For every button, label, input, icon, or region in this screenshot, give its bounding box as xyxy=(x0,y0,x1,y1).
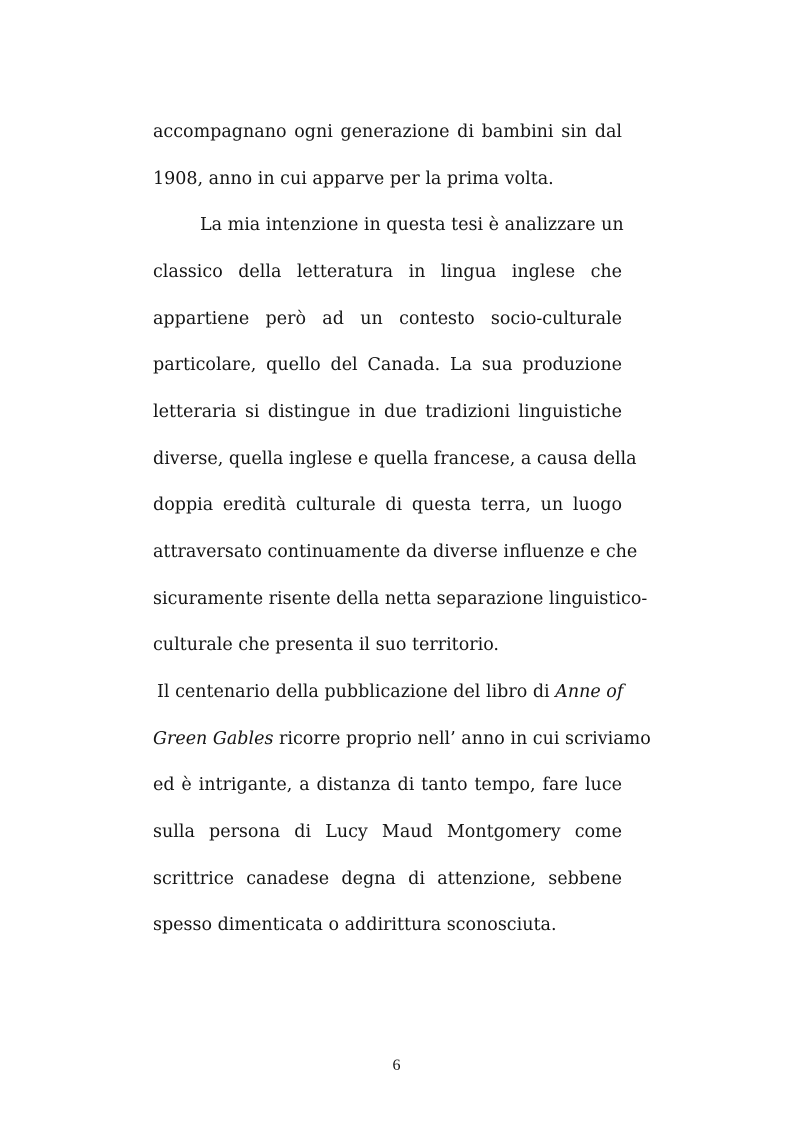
paragraph-first-line: La mia intenzione in questa tesi è analizzare un xyxy=(200,215,624,235)
body-text-line: culturale che presenta il suo territorio. xyxy=(153,635,499,655)
book-title-italic: Green Gables xyxy=(153,729,274,749)
page-number: 6 xyxy=(392,1057,401,1074)
body-text-line: 1908, anno in cui apparve per la prima volta. xyxy=(153,169,554,189)
body-text-line: appartiene però ad un contesto socio-culturale xyxy=(153,309,622,329)
paragraph-first-line xyxy=(157,681,622,703)
body-text-line: ed è intrigante, a distanza di tanto tempo, fare luce xyxy=(153,775,622,795)
body-text-line: particolare, quello del Canada. La sua produzione xyxy=(153,355,622,375)
body-text-line: spesso dimenticata o addirittura sconosciuta. xyxy=(153,915,557,935)
body-text-line: scrittrice canadese degna di attenzione, sebbene xyxy=(153,869,622,889)
body-text-line: attraversato continuamente da diverse influenze e che xyxy=(153,542,638,562)
body-text-segment: ricorre proprio nell’ anno in cui scriviamo xyxy=(273,729,651,749)
body-text-line: diverse, quella inglese e quella francese, a causa della xyxy=(153,449,637,469)
body-text-line: sulla persona di Lucy Maud Montgomery come xyxy=(153,822,622,842)
body-text-line: accompagnano ogni generazione di bambini sin dal xyxy=(153,122,622,142)
body-text-line: doppia eredità culturale di questa terra, un luogo xyxy=(153,495,622,515)
body-text-line: sicuramente risente della netta separazione linguistico- xyxy=(153,589,648,609)
body-text-segment: Il centenario della pubblicazione del libro di xyxy=(157,682,556,702)
book-title-italic: Anne of xyxy=(555,682,624,702)
body-text-line: letteraria si distingue in due tradizioni linguistiche xyxy=(153,402,622,422)
body-text-line: classico della letteratura in lingua inglese che xyxy=(153,262,622,282)
body-text-line xyxy=(153,728,651,750)
